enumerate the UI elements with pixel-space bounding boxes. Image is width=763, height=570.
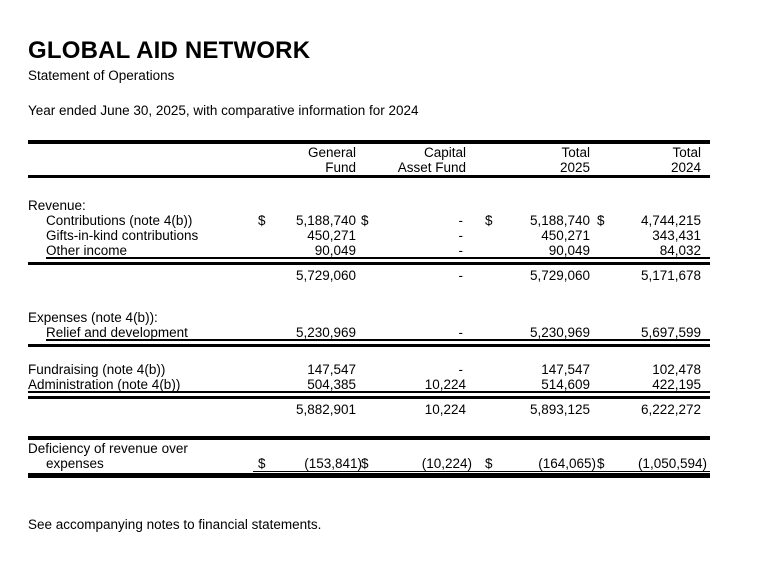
amount-cell: 5,893,125 — [529, 401, 590, 417]
currency-cell: $ — [258, 456, 266, 471]
currency-cell: $ — [597, 212, 605, 228]
amount-cell: 10,224 — [424, 401, 466, 417]
amount-cell: 102,478 — [652, 361, 701, 377]
row-label: Administration (note 4(b)) — [28, 376, 181, 392]
amount-cell: 4,744,215 — [640, 212, 701, 228]
row-label: Deficiency of revenue over — [28, 441, 188, 456]
table-row-contributions — [28, 213, 710, 228]
row-label: expenses — [46, 456, 104, 471]
amount-cell: 422,195 — [652, 376, 701, 392]
amount-cell: 5,882,901 — [295, 401, 356, 417]
column-header-general-fund: General Fund — [307, 145, 356, 175]
subtotal-rule — [28, 396, 710, 399]
table-row-expenses-section — [28, 310, 710, 325]
row-label: Revenue: — [28, 197, 86, 213]
table-row-fundraising — [28, 362, 710, 377]
amount-cell: 514,609 — [541, 376, 590, 392]
amount-cell: 5,188,740 — [529, 212, 590, 228]
table-row-gifts-in-kind — [28, 228, 710, 243]
table-row-revenue-subtotal — [28, 268, 710, 283]
row-label: Contributions (note 4(b)) — [46, 212, 193, 228]
subtotal-rule — [28, 262, 710, 265]
amount-cell: 90,049 — [314, 242, 356, 258]
amount-cell: 5,230,969 — [295, 324, 356, 340]
amount-cell: 147,547 — [307, 361, 356, 377]
table-row-other-income — [28, 243, 710, 258]
row-label: Other income — [46, 242, 128, 258]
header-spacer — [701, 145, 710, 175]
statement-subtitle: Statement of Operations — [28, 68, 175, 83]
currency-cell: $ — [485, 212, 493, 228]
amount-cell: - — [458, 227, 463, 243]
table-bottom-rule — [28, 473, 710, 478]
table-row-expenses-subtotal — [28, 402, 710, 417]
table-row-deficiency-amounts — [28, 456, 710, 471]
currency-cell: $ — [597, 456, 605, 471]
amount-cell: 5,729,060 — [529, 267, 590, 283]
amount-cell: 147,547 — [541, 361, 590, 377]
table-body — [28, 178, 710, 478]
currency-cell: $ — [485, 456, 493, 471]
amount-cell: - — [458, 212, 463, 228]
row-label: Expenses (note 4(b)): — [28, 309, 158, 325]
amount-cell: 5,188,740 — [295, 212, 356, 228]
deficiency-top-rule — [28, 436, 710, 441]
amount-cell: 84,032 — [659, 242, 701, 258]
amount-cell: (10,224) — [421, 456, 472, 471]
amount-cell: 504,385 — [307, 376, 356, 392]
amount-cell: 5,171,678 — [640, 267, 701, 283]
amount-cell: (164,065) — [538, 456, 596, 471]
page-title: GLOBAL AID NETWORK — [28, 37, 311, 64]
amount-cell: 10,224 — [424, 376, 466, 392]
row-label: Gifts-in-kind contributions — [46, 227, 199, 243]
column-header-capital-asset-fund: Capital Asset Fund — [397, 145, 466, 175]
amount-cell: - — [458, 361, 463, 377]
row-label: Fundraising (note 4(b)) — [28, 361, 166, 377]
row-label: Relief and development — [46, 324, 188, 340]
amount-cell: 5,729,060 — [295, 267, 356, 283]
amount-cell: 5,230,969 — [529, 324, 590, 340]
table-row-revenue-section — [28, 198, 710, 213]
amount-cell: 90,049 — [548, 242, 590, 258]
amount-cell: 450,271 — [541, 227, 590, 243]
amount-cell: 450,271 — [307, 227, 356, 243]
statement-table — [28, 140, 710, 478]
column-header-total-2025: Total 2025 — [559, 145, 590, 175]
footnote: See accompanying notes to financial statements. — [28, 517, 322, 532]
amount-cell: 343,431 — [652, 227, 701, 243]
amount-cell: (1,050,594) — [637, 456, 707, 471]
column-header-total-2024: Total 2024 — [670, 145, 701, 175]
table-row-deficiency-label — [28, 441, 710, 456]
amount-cell: - — [458, 324, 463, 340]
amount-cell: 5,697,599 — [640, 324, 701, 340]
table-header — [28, 144, 710, 175]
table-row-relief-development — [28, 325, 710, 340]
amount-cell: (153,841) — [304, 456, 362, 471]
period-line: Year ended June 30, 2025, with comparative information for 2024 — [28, 103, 419, 118]
amount-cell: - — [458, 267, 463, 283]
currency-cell: $ — [258, 212, 266, 228]
amount-cell: 6,222,272 — [640, 401, 701, 417]
currency-cell: $ — [361, 456, 369, 471]
table-row-administration — [28, 377, 710, 392]
currency-cell: $ — [361, 212, 369, 228]
amount-cell: - — [458, 242, 463, 258]
